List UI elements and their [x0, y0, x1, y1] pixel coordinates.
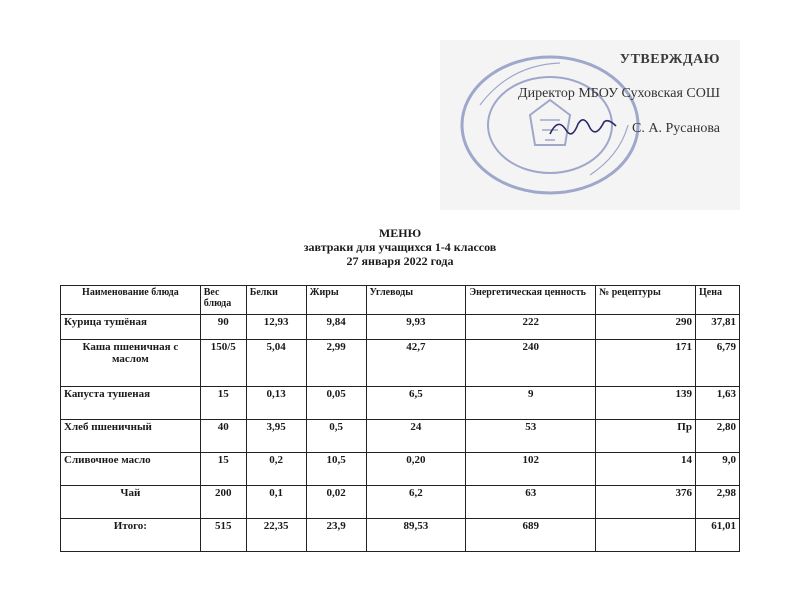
- dish-price: 37,81: [695, 315, 739, 340]
- dish-fat: 2,99: [306, 340, 366, 387]
- dish-price: 6,79: [695, 340, 739, 387]
- dish-name: Сливочное масло: [61, 453, 201, 486]
- menu-subtitle: завтраки для учащихся 1-4 классов: [303, 240, 497, 254]
- total-weight: 515: [200, 519, 246, 552]
- total-price: 61,01: [695, 519, 739, 552]
- dish-recipe: 171: [596, 340, 696, 387]
- dish-fat: 0,5: [306, 420, 366, 453]
- total-energy: 689: [466, 519, 596, 552]
- dish-weight: 40: [200, 420, 246, 453]
- dish-weight: 150/5: [200, 340, 246, 387]
- dish-protein: 12,93: [246, 315, 306, 340]
- table-header-row: [61, 286, 740, 315]
- dish-name: Чай: [61, 486, 201, 519]
- col-header-name: Наименование блюда: [61, 286, 201, 315]
- dish-weight: 15: [200, 387, 246, 420]
- dish-name: Хлеб пшеничный: [61, 420, 201, 453]
- dish-energy: 102: [466, 453, 596, 486]
- dish-energy: 63: [466, 486, 596, 519]
- col-header-carbs: Углеводы: [366, 286, 466, 315]
- dish-protein: 0,1: [246, 486, 306, 519]
- dish-recipe: Пр: [596, 420, 696, 453]
- menu-title: МЕНЮ: [378, 226, 422, 240]
- table-row: [61, 486, 740, 519]
- dish-recipe: 290: [596, 315, 696, 340]
- dish-price: 1,63: [695, 387, 739, 420]
- total-recipe: [596, 519, 696, 552]
- col-header-protein: Белки: [246, 286, 306, 315]
- dish-carbs: 9,93: [366, 315, 466, 340]
- dish-name: Каша пшеничная с маслом: [61, 340, 201, 387]
- menu-date: 27 января 2022 года: [346, 254, 454, 268]
- dish-energy: 222: [466, 315, 596, 340]
- total-label: Итого:: [61, 519, 201, 552]
- total-carbs: 89,53: [366, 519, 466, 552]
- menu-table: [60, 285, 740, 552]
- total-fat: 23,9: [306, 519, 366, 552]
- dish-weight: 90: [200, 315, 246, 340]
- dish-protein: 0,2: [246, 453, 306, 486]
- table-total-row: [61, 519, 740, 552]
- col-header-price: Цена: [695, 286, 739, 315]
- dish-fat: 9,84: [306, 315, 366, 340]
- dish-fat: 0,05: [306, 387, 366, 420]
- table-row: [61, 387, 740, 420]
- dish-price: 2,80: [695, 420, 739, 453]
- col-header-fat: Жиры: [306, 286, 366, 315]
- total-protein: 22,35: [246, 519, 306, 552]
- approve-title: УТВЕРЖДАЮ: [619, 52, 720, 67]
- dish-energy: 53: [466, 420, 596, 453]
- col-header-weight: Вес блюда: [200, 286, 246, 315]
- col-header-energy: Энергетическая ценность: [466, 286, 596, 315]
- approver-name: С. А. Русанова: [632, 121, 720, 136]
- menu-heading: [0, 226, 800, 268]
- dish-carbs: 6,2: [366, 486, 466, 519]
- dish-protein: 0,13: [246, 387, 306, 420]
- dish-name: Курица тушёная: [61, 315, 201, 340]
- dish-fat: 10,5: [306, 453, 366, 486]
- dish-name: Капуста тушеная: [61, 387, 201, 420]
- table-row: [61, 315, 740, 340]
- dish-weight: 15: [200, 453, 246, 486]
- dish-recipe: 14: [596, 453, 696, 486]
- dish-carbs: 6,5: [366, 387, 466, 420]
- dish-price: 2,98: [695, 486, 739, 519]
- table-row: [61, 340, 740, 387]
- dish-recipe: 139: [596, 387, 696, 420]
- approver-position: Директор МБОУ Суховская СОШ: [518, 86, 720, 101]
- dish-fat: 0,02: [306, 486, 366, 519]
- dish-carbs: 42,7: [366, 340, 466, 387]
- dish-carbs: 0,20: [366, 453, 466, 486]
- col-header-recipe: № рецептуры: [596, 286, 696, 315]
- dish-protein: 5,04: [246, 340, 306, 387]
- dish-carbs: 24: [366, 420, 466, 453]
- table-row: [61, 420, 740, 453]
- table-row: [61, 453, 740, 486]
- dish-price: 9,0: [695, 453, 739, 486]
- dish-protein: 3,95: [246, 420, 306, 453]
- dish-energy: 9: [466, 387, 596, 420]
- dish-weight: 200: [200, 486, 246, 519]
- dish-energy: 240: [466, 340, 596, 387]
- dish-recipe: 376: [596, 486, 696, 519]
- signature: [548, 112, 618, 142]
